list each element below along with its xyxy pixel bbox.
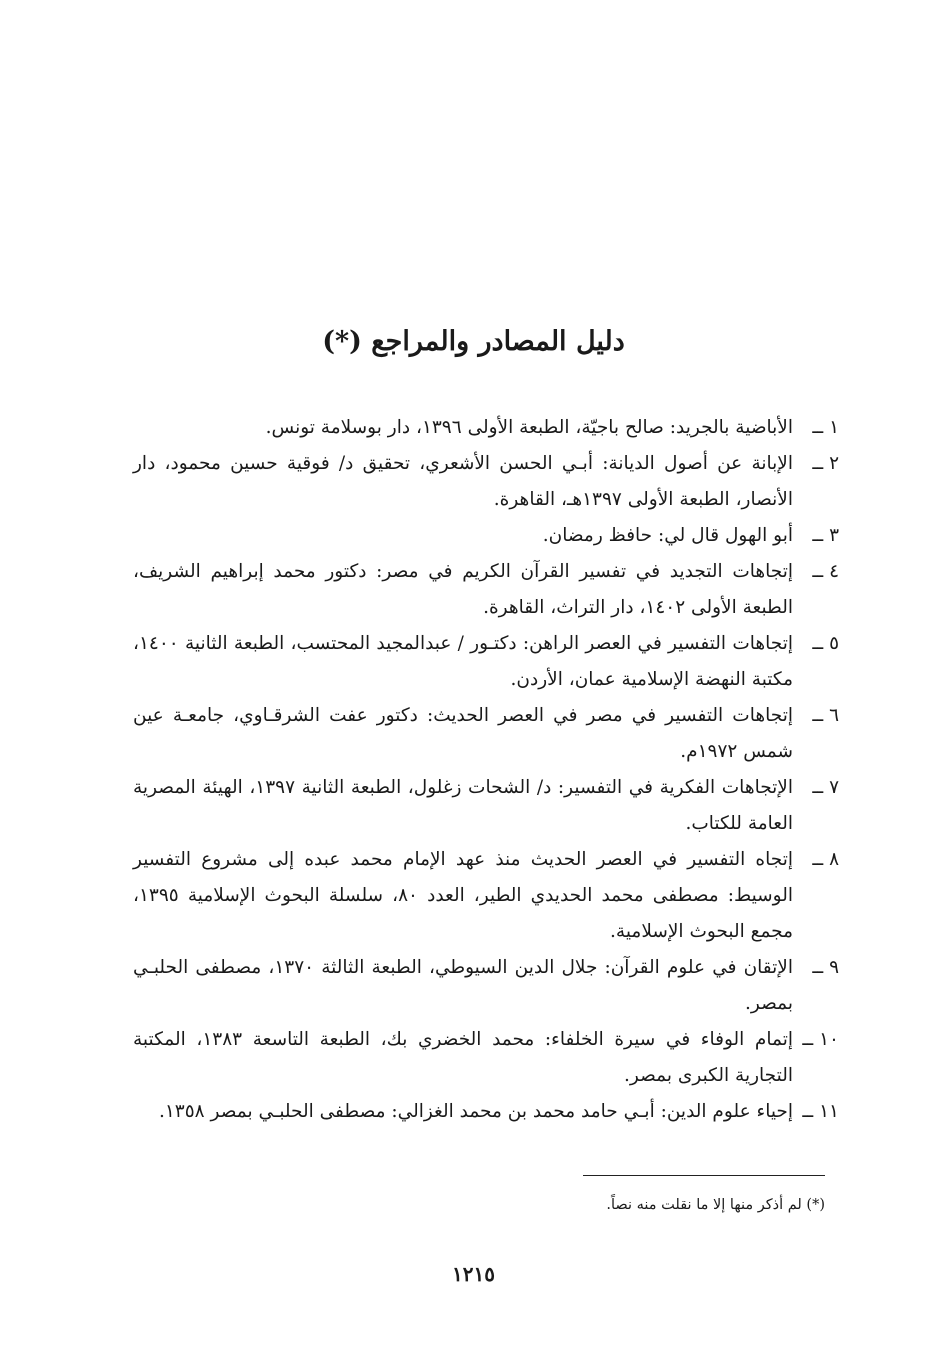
reference-number: ٦ ــ bbox=[812, 705, 839, 726]
reference-item bbox=[133, 518, 839, 554]
reference-text: الإبانة عن أصول الديانة: أبـي الحسن الأشعري، تحقيق د/ فوقية حسين محمود، دار الأنصار، الطبعة الأولى ١٣٩٧هـ، القاهرة. bbox=[133, 453, 793, 510]
reference-number: ٥ ــ bbox=[812, 633, 839, 654]
reference-item bbox=[133, 1094, 839, 1130]
reference-item bbox=[133, 842, 839, 950]
reference-number: ٨ ــ bbox=[812, 849, 839, 870]
reference-number: ٧ ــ bbox=[812, 777, 839, 798]
reference-text: إتجاه التفسير في العصر الحديث منذ عهد الإمام محمد عبده إلى مشروع التفسير الوسيط: مصطفى محمد الحديدي الطير، العدد ٨٠، سلسلة البحوث الإسلامية ١٣٩٥، مجمع البحوث الإسلامية. bbox=[133, 849, 793, 942]
reference-text: إحياء علوم الدين: أبـي حامد محمد بن محمد الغزالي: مصطفى الحلبـي بمصر ١٣٥٨. bbox=[158, 1101, 793, 1122]
reference-number: ١١ ــ bbox=[802, 1101, 839, 1122]
reference-text: أبو الهول قال لي: حافظ رمضان. bbox=[542, 525, 793, 546]
reference-number: ١٠ ــ bbox=[802, 1029, 839, 1050]
page-title: دليل المصادر والمراجع (*) bbox=[322, 326, 625, 357]
reference-item bbox=[133, 950, 839, 1022]
reference-text: الإتجاهات الفكرية في التفسير: د/ الشحات زغلول، الطبعة الثانية ١٣٩٧، الهيئة المصرية العامة للكتاب. bbox=[133, 777, 793, 834]
reference-number: ٩ ــ bbox=[812, 957, 839, 978]
reference-text: إتمام الوفاء في سيرة الخلفاء: محمد الخضري بك، الطبعة التاسعة ١٣٨٣، المكتبة التجارية الكبرى بمصر. bbox=[133, 1029, 793, 1086]
reference-item bbox=[133, 770, 839, 842]
reference-number: ٣ ــ bbox=[812, 525, 839, 546]
reference-number: ١ ــ bbox=[812, 417, 839, 438]
reference-list bbox=[133, 410, 839, 1130]
footnote-divider bbox=[583, 1175, 825, 1176]
reference-item bbox=[133, 698, 839, 770]
reference-text: الأباضية بالجريد: صالح باجيّة، الطبعة الأولى ١٣٩٦، دار بوسلامة تونس. bbox=[265, 417, 793, 438]
reference-text: إتجاهات التفسير في العصر الراهن: دكتـور / عبدالمجيد المحتسب، الطبعة الثانية ١٤٠٠، مكتبة النهضة الإسلامية عمان، الأردن. bbox=[133, 633, 793, 690]
footnote: (*) لم أذكر منها إلا ما نقلت منه نصاً. bbox=[606, 1197, 825, 1213]
reference-number: ٢ ــ bbox=[812, 453, 839, 474]
reference-item bbox=[133, 1022, 839, 1094]
reference-item bbox=[133, 626, 839, 698]
reference-item bbox=[133, 410, 839, 446]
page-number: ١٢١٥ bbox=[452, 1262, 495, 1286]
reference-text: إتجاهات التفسير في مصر في العصر الحديث: دكتور عفت الشرقـاوي، جامعـة عين شمس ١٩٧٢م. bbox=[133, 705, 793, 762]
reference-item bbox=[133, 554, 839, 626]
reference-item bbox=[133, 446, 839, 518]
reference-text: إتجاهات التجديد في تفسير القرآن الكريم في مصر: دكتور محمد إبراهيم الشريف، الطبعة الأولى ١٤٠٢، دار التراث، القاهرة. bbox=[133, 561, 793, 618]
reference-text: الإتقان في علوم القرآن: جلال الدين السيوطي، الطبعة الثالثة ١٣٧٠، مصطفى الحلبـي بمصر. bbox=[133, 957, 793, 1014]
reference-number: ٤ ــ bbox=[812, 561, 839, 582]
